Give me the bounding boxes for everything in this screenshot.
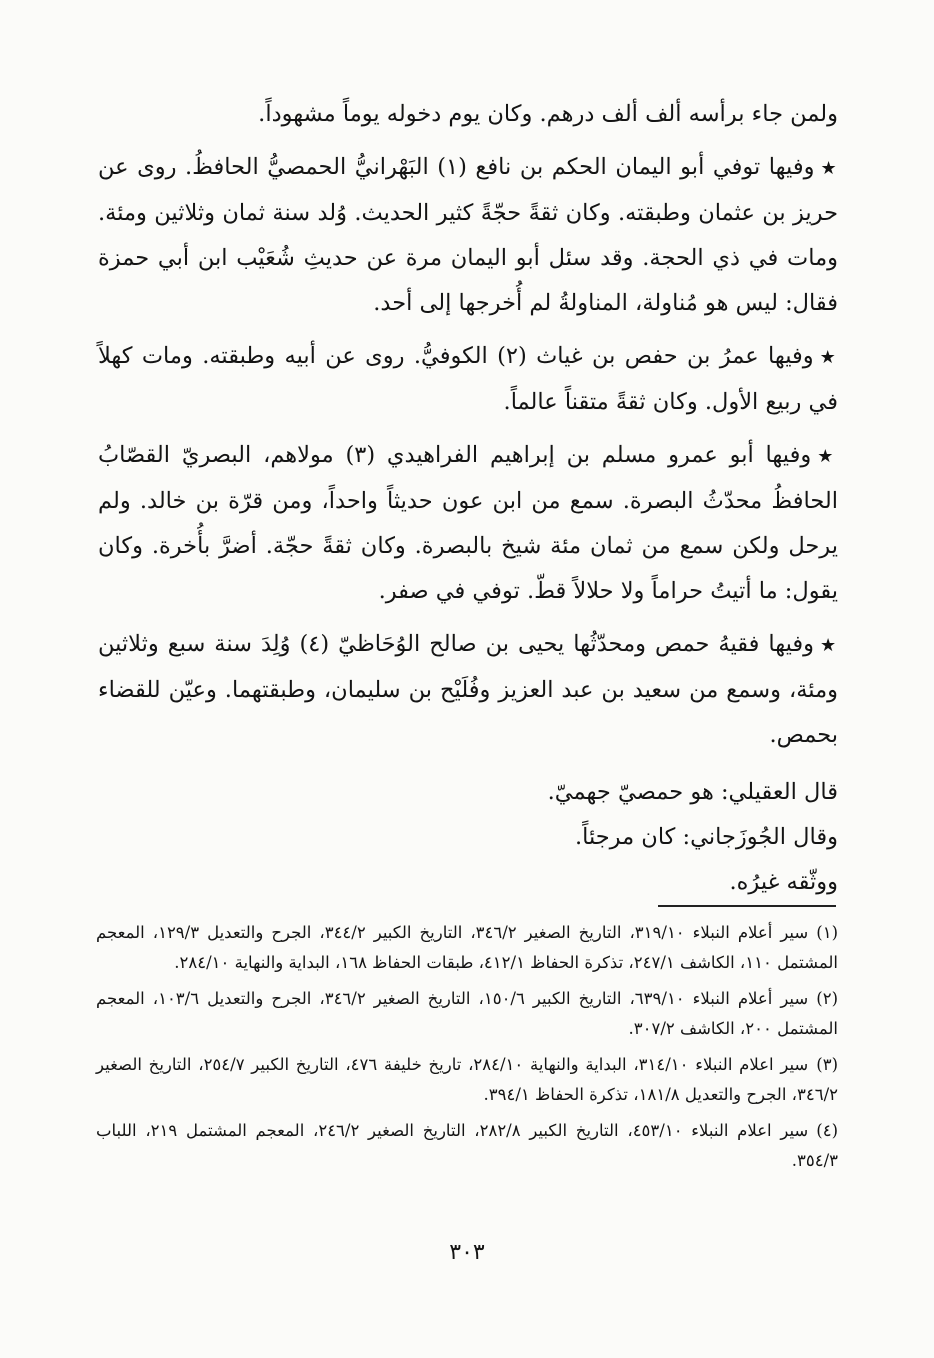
entry-text: وفيها توفي أبو اليمان الحكم بن نافع (١) البَهْرانيُّ الحمصيُّ الحافظُ. روى عن حريز بن عثمان وطبقته. وكان ثقةً حجّةً كثير الحديث. وُلد سنة ثمان وثلاثين ومئة. ومات في ذي الحجة. وقد سئل أبو اليمان مرة عن حديثِ شُعَيْب ابن أبي حمزة فقال: ليس هو مُناولة، المناولةُ لم أُخرجها إلى أحد. [98,154,838,316]
entry-muslim-bin-ibrahim [98,433,838,614]
star-icon: ★ [820,158,838,179]
entry-yahya-bin-salih [98,622,838,758]
page-number: ٣٠٣ [449,1240,485,1265]
entry-text: وفيها عمرُ بن حفص بن غياث (٢) الكوفيُّ. روى عن أبيه وطبقته. ومات كهلاً في ربيع الأول. وكان ثقةً متقناً عالماً. [98,343,838,415]
main-text [98,92,838,905]
footnote-number: (٢) [816,989,838,1008]
footnote [96,918,838,978]
footnote-text: سير اعلام النبلاء ٣١٤/١٠، البداية والنهاية ٢٨٤/١٠، تاريخ خليفة ٤٧٦، التاريخ الكبير ٢٥٤/٧، التاريخ الصغير ٣٤٦/٢، الجرح والتعديل ١٨١/٨، تذكرة الحفاظ ٣٩٤/١. [96,1055,838,1104]
star-icon: ★ [820,635,838,656]
footnote-text: سير أعلام النبلاء ٦٣٩/١٠، التاريخ الكبير ١٥٠/٦، التاريخ الصغير ٣٤٦/٢، الجرح والتعديل ١٠٣/٦، المعجم المشتمل ٢٠٠، الكاشف ٣٠٧/٢. [96,989,838,1038]
footnote-number: (٣) [816,1055,838,1074]
entry-umar-bin-hafs [98,334,838,425]
footnote [96,1050,838,1110]
footnote-text: سير اعلام النبلاء ٤٥٣/١٠، التاريخ الكبير ٢٨٢/٨، التاريخ الصغير ٢٤٦/٢، المعجم المشتمل ٢١٩، اللباب ٣٥٤/٣. [96,1121,838,1170]
quote-line: وقال الجُوزَجاني: كان مرجئاً. [574,824,838,850]
entry-abu-al-yaman [98,145,838,326]
footnote-text: سير أعلام النبلاء ٣١٩/١٠، التاريخ الصغير ٣٤٦/٢، التاريخ الكبير ٣٤٤/٢، الجرح والتعديل ١٢٩/٣، المعجم المشتمل ١١٠، الكاشف ٢٤٧/١، تذكرة الحفاظ ٤١٢/١، طبقات الحفاظ ١٦٨، البداية والنهاية ٢٨٤/١٠. [96,923,838,972]
quote-line: قال العقيلي: هو حمصيّ جهميّ. [547,779,838,805]
entry-text: وفيها أبو عمرو مسلم بن إبراهيم الفراهيدي (٣) مولاهم، البصريّ القصّابُ الحافظُ محدّثُ البصرة. سمع من ابن عون حديثاً واحداً، ومن قرّة بن خالد. ولم يرحل ولكن سمع من ثمان مئة شيخ بالبصرة. وكان ثقةً حجّة. أضرَّ بأُخرة. وكان يقول: ما أتيتُ حراماً ولا حلالاً قطّ. توفي في صفر. [98,442,838,604]
quote-line: ووثّقه غيرُه. [729,869,838,895]
footnote-divider [658,905,836,907]
footnotes [96,918,838,1182]
footnote [96,1116,838,1176]
footnote-number: (١) [816,923,838,942]
footnote [96,984,838,1044]
footnote-number: (٤) [816,1121,839,1140]
entry-text: وفيها فقيهُ حمص ومحدّثُها يحيى بن صالح الوُحَاظيّ (٤) وُلِدَ سنة سبع وثلاثين ومئة، وسمع من سعيد بن عبد العزيز وفُلَيْح بن سليمان، وطبقتهما. وعيّن للقضاء بحمص. [98,631,838,748]
star-icon: ★ [817,446,838,467]
intro-line: ولمن جاء برأسه ألف ألف درهم. وكان يوم دخوله يوماً مشهوداً. [258,101,838,127]
star-icon: ★ [819,347,838,368]
